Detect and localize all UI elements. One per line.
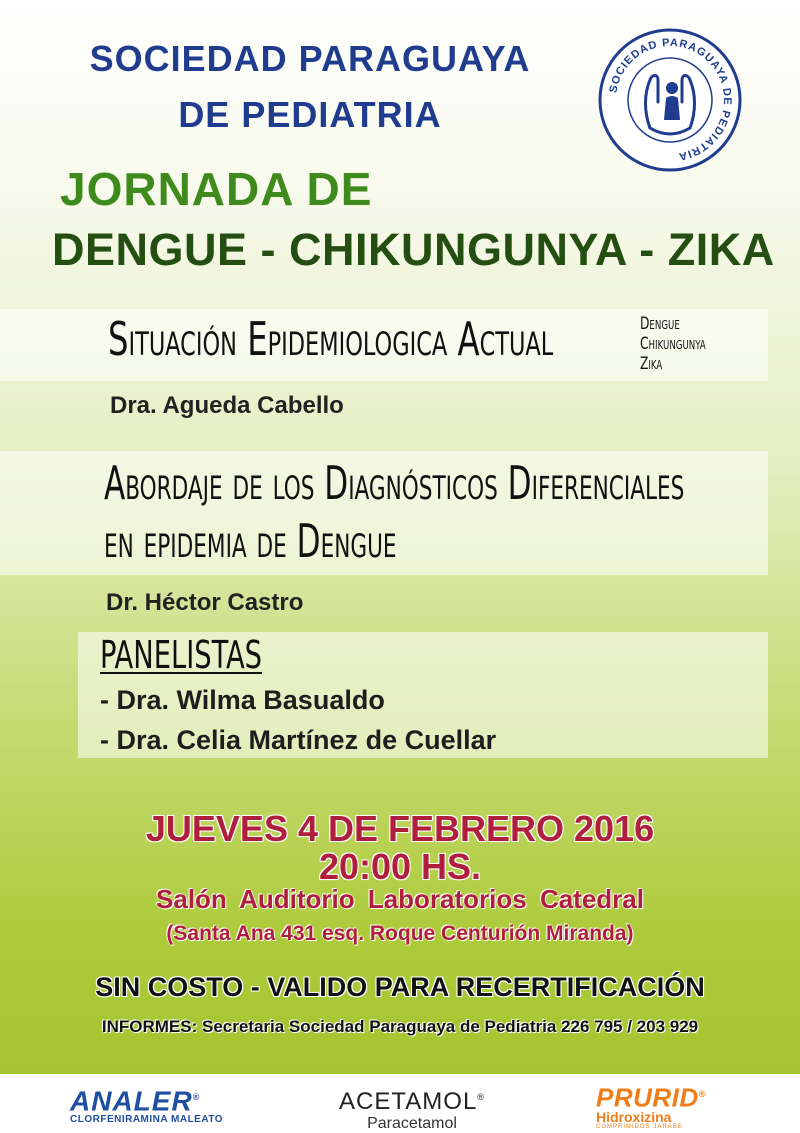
tag-chikungunya: Chikungunya (640, 334, 706, 354)
acetamol-registered-mark: ® (477, 1092, 485, 1102)
society-logo (598, 28, 742, 172)
cost-note: SIN COSTO - VALIDO PARA RECERTIFICACIÓN (95, 972, 705, 1002)
prurid-forms: COMPRIMIDOS JARABE (596, 1123, 683, 1130)
child-head-icon (666, 82, 678, 94)
logo-ring-text: SOCIEDAD PARAGUAYA DE PEDIATRIA (607, 36, 734, 163)
event-venue: Salón Auditorio Laboratorios Catedral (156, 884, 644, 914)
event-date: JUEVES 4 DE FEBRERO 2016 (145, 808, 655, 849)
talk1-title: Situación Epidemiologica Actual (108, 312, 554, 366)
prurid-registered-mark: ® (698, 1089, 706, 1099)
child-body-icon (664, 96, 680, 120)
talk1-tags (640, 314, 706, 374)
panelist-item: - Dra. Celia Martínez de Cuellar (100, 725, 497, 755)
talk2-title-line1: Abordaje de los Diagnósticos Diferenciales (104, 456, 685, 510)
organization-name-line1: SOCIEDAD PARAGUAYA (89, 38, 531, 79)
event-address: (Santa Ana 431 esq. Roque Centurión Miranda) (166, 922, 634, 945)
organization-name-line2: DE PEDIATRIA (178, 94, 442, 135)
talk2-title-line2: en epidemia de Dengue (104, 514, 397, 568)
tag-zika: Zika (640, 354, 663, 374)
talk1-speaker: Dra. Agueda Cabello (110, 392, 344, 419)
analer-subtitle: CLORFENIRAMINA MALEATO (70, 1114, 224, 1126)
event-title: JORNADA DE (60, 163, 373, 215)
sponsor-analer-logo (70, 1084, 240, 1125)
contact-info: INFORMES: Secretaria Sociedad Paraguaya de Pediatria 226 795 / 203 929 (101, 1017, 699, 1036)
prurid-subtitle: Hidroxizina (596, 1108, 672, 1125)
acetamol-name: ACETAMOL (339, 1088, 478, 1115)
panelist-item: - Dra. Wilma Basualdo (100, 685, 385, 715)
sponsor-prurid-logo (596, 1082, 736, 1130)
analer-registered-mark: ® (192, 1092, 201, 1102)
event-diseases: DENGUE - CHIKUNGUNYA - ZIKA (52, 224, 775, 275)
tag-dengue: Dengue (640, 314, 680, 334)
acetamol-subtitle: Paracetamol (367, 1115, 457, 1132)
event-time: 20:00 HS. (318, 846, 482, 887)
prurid-name: PRURID (596, 1082, 699, 1113)
panel-heading: PANELISTAS (100, 633, 263, 677)
analer-name: ANALER (70, 1085, 193, 1117)
talk2-speaker: Dr. Héctor Castro (106, 589, 304, 616)
sponsor-acetamol-logo (322, 1084, 502, 1133)
